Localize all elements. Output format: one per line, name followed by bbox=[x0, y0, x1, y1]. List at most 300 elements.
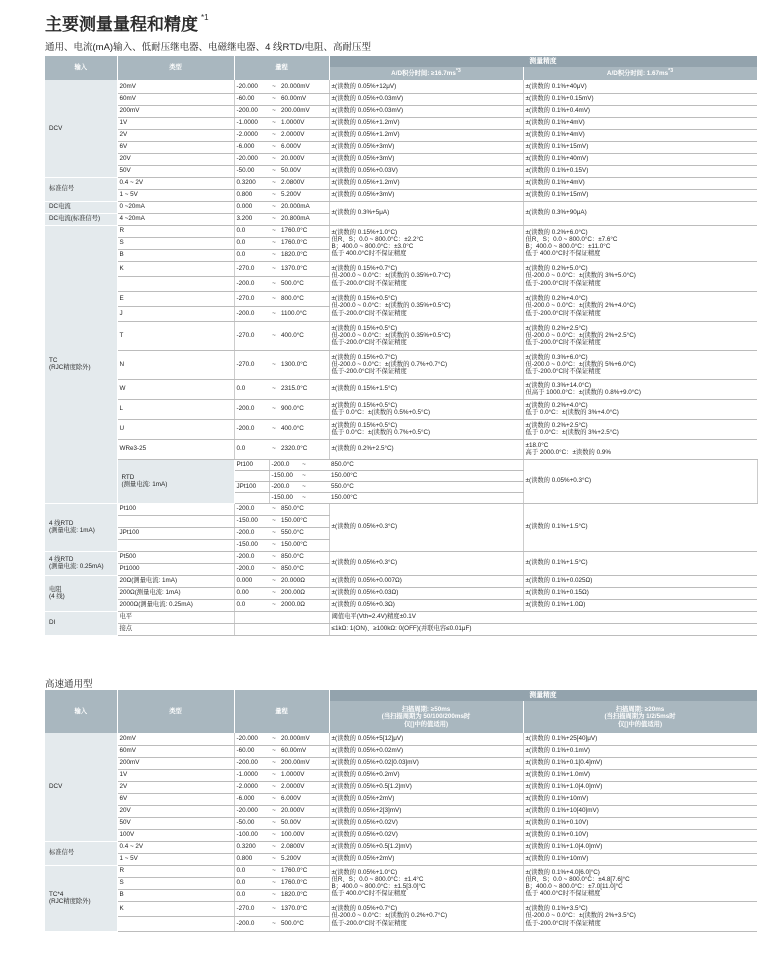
range-separator: ~ bbox=[269, 575, 279, 587]
range-max-cell: 5.200V bbox=[279, 853, 329, 865]
accuracy-a-cell: ±(读数的 0.05%+5[12]μV) bbox=[329, 733, 523, 745]
range-separator: ~ bbox=[269, 177, 279, 189]
range-max-cell: 1.0000V bbox=[279, 117, 329, 129]
range-min-cell: 3.200 bbox=[234, 213, 269, 225]
accuracy-b-cell: ±(读数的 0.1%+4mV) bbox=[523, 129, 757, 141]
type-cell: 1 ~ 5V bbox=[117, 853, 234, 865]
range-max-cell: 200.00Ω bbox=[279, 587, 329, 599]
header-type: 类型 bbox=[117, 56, 234, 80]
range-max-cell: 150.00°C bbox=[279, 539, 329, 551]
type-cell: 0.4 ~ 2V bbox=[117, 177, 234, 189]
table-row bbox=[45, 399, 757, 419]
table-row bbox=[45, 321, 757, 350]
accuracy-a-cell: ±(读数的 0.05%+0.02V) bbox=[329, 817, 523, 829]
accuracy-a-cell: ±(读数的 0.05%+0.2mV) bbox=[329, 769, 523, 781]
range-min-cell: -20.000 bbox=[234, 805, 269, 817]
type-cell: 100V bbox=[117, 829, 234, 841]
range-min-cell: -200.0 bbox=[234, 419, 269, 439]
accuracy-b-cell: ±(读数的 0.1%+0.025Ω) bbox=[523, 575, 757, 587]
range-separator: ~ bbox=[269, 129, 279, 141]
accuracy-b-cell: ±(读数的 0.1%+0.1[0.4]mV) bbox=[523, 757, 757, 769]
accuracy-a-cell: ±(读数的 0.05%+2[3]mV) bbox=[329, 805, 523, 817]
row-category-cell: 标准信号 bbox=[45, 177, 117, 201]
type-cell: Pt500 bbox=[117, 551, 234, 563]
accuracy-b-cell: ±(读数的 0.1%+4mV) bbox=[523, 177, 757, 189]
table-row bbox=[45, 781, 757, 793]
type-cell: 6V bbox=[117, 793, 234, 805]
accuracy-a-cell: ±(读数的 0.05%+0.03Ω) bbox=[329, 587, 523, 599]
range-min-cell: -270.0 bbox=[234, 901, 269, 916]
table-row bbox=[45, 503, 757, 515]
accuracy-b-cell: ±(读数的 0.1%+40μV) bbox=[523, 80, 757, 93]
type-cell: E bbox=[117, 291, 234, 306]
range-min-cell: -200.0 bbox=[269, 459, 279, 470]
accuracy-a-cell: ±(读数的 0.05%+0.5[1.2]mV) bbox=[329, 781, 523, 793]
range-max-cell: 1760.0°C bbox=[279, 225, 329, 237]
range-max-cell: 50.00V bbox=[279, 165, 329, 177]
range-min-cell: 0.000 bbox=[234, 201, 269, 213]
type-cell bbox=[117, 515, 234, 527]
range-separator: ~ bbox=[269, 515, 279, 527]
range-min-cell: -270.0 bbox=[234, 291, 269, 306]
range-separator: ~ bbox=[269, 321, 279, 350]
range-min-cell: -50.00 bbox=[234, 165, 269, 177]
range-max-cell: 20.000mA bbox=[279, 201, 329, 213]
table-row bbox=[45, 733, 757, 745]
table-row bbox=[45, 901, 757, 916]
range-separator: ~ bbox=[269, 865, 279, 877]
accuracy-b-cell: ±(读数的 0.1%+10mV) bbox=[523, 853, 757, 865]
header-accuracy-a: 扫描周期: ≥50ms (当扫描周期为 50/100/200ms时 仅[]中的值适用) bbox=[329, 701, 523, 733]
type-cell: 200mV bbox=[117, 757, 234, 769]
accuracy-b-cell: ±(读数的 0.1%+1.0Ω) bbox=[523, 599, 757, 611]
accuracy-a-cell: ±(读数的 0.05%+1.2mV) bbox=[329, 129, 523, 141]
type-cell: 50V bbox=[117, 817, 234, 829]
accuracy-a-cell: ±(读数的 0.05%+3mV) bbox=[329, 189, 523, 201]
type-cell: WRe3-25 bbox=[117, 439, 234, 459]
range-separator: ~ bbox=[269, 201, 279, 213]
range-max-cell: 900.0°C bbox=[279, 399, 329, 419]
accuracy-a-cell: ±(读数的 0.05%+1.0°C) 但R、S；0.0 ~ 800.0°C：±1.4°C B；400.0 ~ 800.0°C：±1.5[3.0]°C 低于 400.0°C时不保证精度 bbox=[329, 865, 523, 901]
table-row bbox=[45, 853, 757, 865]
type-cell: 1V bbox=[117, 769, 234, 781]
range-min-cell: -200.0 bbox=[234, 276, 269, 291]
range-separator: ~ bbox=[269, 213, 279, 225]
accuracy-a-cell: ±(读数的 0.2%+2.5°C) bbox=[329, 439, 523, 459]
type-cell bbox=[117, 276, 234, 291]
accuracy-a-cell: ±(读数的 0.05%+0.3°C) bbox=[523, 459, 757, 503]
range-max-cell: 2.0800V bbox=[279, 177, 329, 189]
accuracy-b-cell: ±(读数的 0.1%+0.15Ω) bbox=[523, 587, 757, 599]
section2-subtitle: 高速通用型 bbox=[45, 679, 93, 690]
table-row bbox=[45, 459, 757, 470]
range-min-cell: -150.00 bbox=[234, 515, 269, 527]
row-category-cell: DCV bbox=[45, 733, 117, 841]
range-min-cell: 0.0 bbox=[234, 889, 269, 901]
header-accuracy-b: 扫描周期: ≥20ms (当扫描周期为 1/2/5ms时 仅[]中的值适用) bbox=[523, 701, 757, 733]
header-input: 输入 bbox=[45, 56, 117, 80]
type-cell: 2V bbox=[117, 129, 234, 141]
accuracy-a-cell: ±(读数的 0.05%+0.03mV) bbox=[329, 93, 523, 105]
header-range: 量程 bbox=[234, 690, 329, 733]
type-cell: B bbox=[117, 889, 234, 901]
header-range: 量程 bbox=[234, 56, 329, 80]
type-cell: L bbox=[117, 399, 234, 419]
table-row bbox=[45, 439, 757, 459]
type-cell: J bbox=[117, 306, 234, 321]
range-min-cell: -270.0 bbox=[234, 350, 269, 379]
table-row bbox=[45, 793, 757, 805]
range-max-cell: 1820.0°C bbox=[279, 249, 329, 261]
range-max-cell: 5.200V bbox=[279, 189, 329, 201]
range-min-cell: 0.0 bbox=[234, 599, 269, 611]
accuracy-b-cell: ±(读数的 0.2%+5.0°C) 但-200.0 ~ 0.0°C：±(读数的 3%+5.0°C) 低于-200.0°C时不保证精度 bbox=[523, 261, 757, 291]
table-row bbox=[45, 745, 757, 757]
table-row bbox=[45, 623, 757, 635]
range-max-cell: 550.0°C bbox=[329, 481, 523, 492]
type-cell bbox=[117, 916, 234, 931]
range-max-cell: 850.0°C bbox=[329, 459, 523, 470]
table-row bbox=[45, 189, 757, 201]
range-separator: ~ bbox=[269, 733, 279, 745]
range-min-cell: -1.0000 bbox=[234, 769, 269, 781]
type-cell: 20mV bbox=[117, 80, 234, 93]
range-min-cell: 0.0 bbox=[234, 249, 269, 261]
accuracy-b-cell: ±(读数的 0.2%+2.5°C) 低于 0.0°C：±(读数的 3%+2.5°C) bbox=[523, 419, 757, 439]
range-min-cell: 0.000 bbox=[234, 575, 269, 587]
range-min-cell: -100.00 bbox=[234, 829, 269, 841]
type-cell: U bbox=[117, 419, 234, 439]
table-row bbox=[45, 841, 757, 853]
range-separator: ~ bbox=[269, 225, 279, 237]
type-cell: S bbox=[117, 877, 234, 889]
table-row bbox=[45, 261, 757, 276]
accuracy-a-cell: ±(读数的 0.05%+0.03mV) bbox=[329, 105, 523, 117]
accuracy-b-cell: ±(读数的 0.3%+90μA) bbox=[523, 201, 757, 225]
accuracy-b-cell: ±(读数的 0.1%+10mV) bbox=[523, 793, 757, 805]
accuracy-a-cell: ±(读数的 0.05%+3mV) bbox=[329, 153, 523, 165]
range-min-cell: -6.000 bbox=[234, 141, 269, 153]
range-separator: ~ bbox=[269, 189, 279, 201]
range-separator: ~ bbox=[269, 153, 279, 165]
header-input: 输入 bbox=[45, 690, 117, 733]
table-row bbox=[45, 599, 757, 611]
accuracy-a-cell: ±(读数的 0.05%+2mV) bbox=[329, 793, 523, 805]
range-min-cell: 0.800 bbox=[234, 853, 269, 865]
range-separator: ~ bbox=[269, 757, 279, 769]
range-min-cell: 0.0 bbox=[234, 379, 269, 399]
table-row bbox=[45, 117, 757, 129]
table-row bbox=[45, 129, 757, 141]
table-row bbox=[45, 611, 757, 623]
row-category-cell: 标准信号 bbox=[45, 841, 117, 865]
range-separator: ~ bbox=[269, 141, 279, 153]
type-cell: 2V bbox=[117, 781, 234, 793]
range-separator: ~ bbox=[269, 793, 279, 805]
range-max-cell: 100.00V bbox=[279, 829, 329, 841]
table-row bbox=[45, 419, 757, 439]
accuracy-b-cell: ±18.0°C 高于 2000.0°C：±读数的 0.9% bbox=[523, 439, 757, 459]
range-separator: ~ bbox=[269, 805, 279, 817]
type-cell: JPt100 bbox=[117, 527, 234, 539]
range-max-cell: 800.0°C bbox=[279, 291, 329, 306]
range-max-cell: 1100.0°C bbox=[279, 306, 329, 321]
range-separator: ~ bbox=[269, 901, 279, 916]
range-separator: ~ bbox=[279, 470, 329, 481]
range-min-cell: -1.0000 bbox=[234, 117, 269, 129]
range-separator: ~ bbox=[269, 350, 279, 379]
row-category-cell: 4 线RTD (测量电流: 0.25mA) bbox=[45, 551, 117, 575]
range-separator: ~ bbox=[269, 853, 279, 865]
range-min-cell: -2.0000 bbox=[234, 129, 269, 141]
range-separator: ~ bbox=[269, 261, 279, 276]
type-cell: 1V bbox=[117, 117, 234, 129]
range-separator: ~ bbox=[269, 93, 279, 105]
type-cell: B bbox=[117, 249, 234, 261]
row-category-cell: RTD (测量电流: 1mA) bbox=[117, 459, 234, 503]
range-min-cell bbox=[234, 623, 269, 635]
type-cell: 60mV bbox=[117, 93, 234, 105]
accuracy-a-cell: ±(读数的 0.05%+0.02V) bbox=[329, 829, 523, 841]
type-cell: 60mV bbox=[117, 745, 234, 757]
range-max-cell: 1760.0°C bbox=[279, 877, 329, 889]
range-min-cell: -150.00 bbox=[269, 492, 279, 503]
row-category-cell: DI bbox=[45, 611, 117, 635]
range-separator: ~ bbox=[269, 829, 279, 841]
range-min-cell: 0.800 bbox=[234, 189, 269, 201]
accuracy-a-cell: ±(读数的 0.15%+0.5°C) 低于 0.0°C：±(读数的 0.5%+0.5°C) bbox=[329, 399, 523, 419]
table-row bbox=[45, 225, 757, 237]
accuracy-a-cell: ±(读数的 0.05%+0.007Ω) bbox=[329, 575, 523, 587]
accuracy-b-cell: ±(读数的 0.2%+4.0°C) 但-200.0 ~ 0.0°C：±(读数的 2%+4.0°C) 低于-200.0°C时不保证精度 bbox=[523, 291, 757, 321]
type-cell: 200Ω(测量电流: 1mA) bbox=[117, 587, 234, 599]
accuracy-table-highspeed bbox=[45, 690, 758, 932]
row-category-cell: DC电流 bbox=[45, 201, 117, 213]
range-min-cell: -200.0 bbox=[234, 399, 269, 419]
range-max-cell: 850.0°C bbox=[279, 503, 329, 515]
table-row bbox=[45, 291, 757, 306]
range-max-cell bbox=[279, 623, 329, 635]
type-cell: N bbox=[117, 350, 234, 379]
table-row bbox=[45, 350, 757, 379]
range-max-cell: 2.0800V bbox=[279, 841, 329, 853]
range-separator: ~ bbox=[269, 551, 279, 563]
range-max-cell: 20.000V bbox=[279, 805, 329, 817]
table-row bbox=[45, 575, 757, 587]
range-max-cell: 200.00mV bbox=[279, 757, 329, 769]
range-max-cell: 20.000mV bbox=[279, 80, 329, 93]
range-min-cell bbox=[234, 611, 269, 623]
range-max-cell: 6.000V bbox=[279, 141, 329, 153]
type-cell: R bbox=[117, 225, 234, 237]
range-max-cell: 20.000V bbox=[279, 153, 329, 165]
row-category-cell: TC*4 (RJC精度除外) bbox=[45, 865, 117, 931]
type-cell: 50V bbox=[117, 165, 234, 177]
type-cell: 0.4 ~ 2V bbox=[117, 841, 234, 853]
accuracy-a-cell: ±(读数的 0.05%+0.03V) bbox=[329, 165, 523, 177]
range-min-cell: -200.00 bbox=[234, 105, 269, 117]
accuracy-b-cell: ±(读数的 0.1%+1.0mV) bbox=[523, 769, 757, 781]
table-row bbox=[45, 141, 757, 153]
range-min-cell: 0.0 bbox=[234, 439, 269, 459]
accuracy-b-cell: ±(读数的 0.2%+4.0°C) 低于 0.0°C：±(读数的 3%+4.0°C) bbox=[523, 399, 757, 419]
range-max-cell: 1370.0°C bbox=[279, 261, 329, 276]
accuracy-b-cell: ±(读数的 0.3%+6.0°C) 但-200.0 ~ 0.0°C：±(读数的 5%+6.0°C) 低于-200.0°C时不保证精度 bbox=[523, 350, 757, 379]
range-separator: ~ bbox=[269, 745, 279, 757]
range-max-cell: 2.0000V bbox=[279, 129, 329, 141]
accuracy-b-cell: ±(读数的 0.1%+1.0[4.0]mV) bbox=[523, 781, 757, 793]
range-max-cell: 850.0°C bbox=[279, 563, 329, 575]
table-row bbox=[45, 165, 757, 177]
accuracy-a-cell: ±(读数的 0.05%+1.2mV) bbox=[329, 117, 523, 129]
range-max-cell: 1760.0°C bbox=[279, 865, 329, 877]
row-category-cell: TC (RJC精度除外) bbox=[45, 225, 117, 503]
type-cell bbox=[234, 492, 269, 503]
range-separator: ~ bbox=[279, 459, 329, 470]
range-separator: ~ bbox=[269, 781, 279, 793]
table-row bbox=[45, 551, 757, 563]
range-separator: ~ bbox=[269, 503, 279, 515]
accuracy-b-cell: ±(读数的 0.1%+15mV) bbox=[523, 141, 757, 153]
accuracy-a-cell: ±(读数的 0.05%+0.02mV) bbox=[329, 745, 523, 757]
range-max-cell: 150.00°C bbox=[329, 470, 523, 481]
accuracy-a-cell: ±(读数的 0.05%+12μV) bbox=[329, 80, 523, 93]
range-separator bbox=[269, 611, 279, 623]
accuracy-a-cell: ±(读数的 0.05%+0.5[1.2]mV) bbox=[329, 841, 523, 853]
range-separator: ~ bbox=[269, 769, 279, 781]
section1-subtitle: 通用、电流(mA)输入、低耐压继电器、电磁继电器、4 线RTD/电阻、高耐压型 bbox=[45, 42, 371, 53]
range-max-cell: 20.800mA bbox=[279, 213, 329, 225]
accuracy-a-cell: ±(读数的 0.15%+0.5°C) 但-200.0 ~ 0.0°C：±(读数的 0.35%+0.5°C) 低于-200.0°C时不保证精度 bbox=[329, 321, 523, 350]
range-min-cell: -150.00 bbox=[269, 470, 279, 481]
accuracy-a-cell: ±(读数的 0.15%+0.7°C) 但-200.0 ~ 0.0°C：±(读数的 0.7%+0.7°C) 低于-200.0°C时不保证精度 bbox=[329, 350, 523, 379]
range-min-cell: 0.0 bbox=[234, 877, 269, 889]
accuracy-a-cell: ≤1kΩ: 1(ON)、≥100kΩ: 0(OFF)(并联电容≤0.01μF) bbox=[329, 623, 757, 635]
range-max-cell: 2320.0°C bbox=[279, 439, 329, 459]
range-min-cell: -200.0 bbox=[234, 916, 269, 931]
range-max-cell: 1370.0°C bbox=[279, 901, 329, 916]
range-max-cell: 500.0°C bbox=[279, 916, 329, 931]
range-max-cell: 150.00°C bbox=[329, 492, 523, 503]
accuracy-a-cell: ±(读数的 0.05%+0.7°C) 但-200.0 ~ 0.0°C：±(读数的 0.2%+0.7°C) 低于-200.0°C时不保证精度 bbox=[329, 901, 523, 931]
range-min-cell: -50.00 bbox=[234, 817, 269, 829]
range-max-cell: 1820.0°C bbox=[279, 889, 329, 901]
accuracy-a-cell: ±(读数的 0.05%+1.2mV) bbox=[329, 177, 523, 189]
accuracy-a-cell: ±(读数的 0.15%+0.5°C) 但-200.0 ~ 0.0°C：±(读数的 0.35%+0.5°C) 低于-200.0°C时不保证精度 bbox=[329, 291, 523, 321]
table-row bbox=[45, 769, 757, 781]
accuracy-b-cell: ±(读数的 0.1%+0.4mV) bbox=[523, 105, 757, 117]
header-accuracy-a-note: *3 bbox=[455, 68, 461, 75]
range-min-cell: -20.000 bbox=[234, 80, 269, 93]
accuracy-a-cell: ±(读数的 0.15%+0.7°C) 但-200.0 ~ 0.0°C：±(读数的 0.35%+0.7°C) 低于-200.0°C时不保证精度 bbox=[329, 261, 523, 291]
type-cell: T bbox=[117, 321, 234, 350]
type-cell: JPt100 bbox=[234, 481, 269, 492]
table-row bbox=[45, 93, 757, 105]
accuracy-a-cell: ±(读数的 0.3%+5μA) bbox=[329, 201, 523, 225]
accuracy-b-cell: ±(读数的 0.1%+4.0[6.0]°C) 但R、S；0.0 ~ 800.0°C：±4.8[7.6]°C B；400.0 ~ 800.0°C：±7.0[11.0]°C 低于 400.0°C时不保证精度 bbox=[523, 865, 757, 901]
range-separator: ~ bbox=[269, 165, 279, 177]
range-separator: ~ bbox=[269, 291, 279, 306]
type-cell bbox=[117, 539, 234, 551]
range-max-cell: 150.00°C bbox=[279, 515, 329, 527]
range-separator: ~ bbox=[269, 276, 279, 291]
range-min-cell: -60.00 bbox=[234, 93, 269, 105]
range-separator: ~ bbox=[269, 877, 279, 889]
accuracy-b-cell: ±(读数的 0.1%+10[40]mV) bbox=[523, 805, 757, 817]
accuracy-b-cell: ±(读数的 0.2%+6.0°C) 但R、S；0.0 ~ 800.0°C：±7.6°C B；400.0 ~ 800.0°C：±11.0°C 低于 400.0°C时不保证精度 bbox=[523, 225, 757, 261]
page-title: 主要测量量程和精度 $^{*1}$ bbox=[45, 13, 209, 34]
range-max-cell: 2000.0Ω bbox=[279, 599, 329, 611]
range-max-cell: 500.0°C bbox=[279, 276, 329, 291]
range-separator: ~ bbox=[269, 889, 279, 901]
range-separator: ~ bbox=[269, 539, 279, 551]
accuracy-b-cell: ±(读数的 0.1%+1.0[4.0]mV) bbox=[523, 841, 757, 853]
accuracy-b-cell: ±(读数的 0.1%+4mV) bbox=[523, 117, 757, 129]
accuracy-a-cell: ±(读数的 0.05%+0.3°C) bbox=[329, 551, 523, 575]
range-max-cell: 1760.0°C bbox=[279, 237, 329, 249]
header-accuracy-b-note: *3 bbox=[668, 68, 674, 75]
range-min-cell: -200.0 bbox=[234, 503, 269, 515]
range-separator: ~ bbox=[279, 492, 329, 503]
range-separator: ~ bbox=[269, 249, 279, 261]
table-row bbox=[45, 587, 757, 599]
accuracy-a-cell: ±(读数的 0.05%+0.3Ω) bbox=[329, 599, 523, 611]
accuracy-b-cell: ±(读数的 0.1%+0.10V) bbox=[523, 817, 757, 829]
range-max-cell: 60.00mV bbox=[279, 93, 329, 105]
table-body bbox=[45, 80, 757, 635]
row-category-cell: 4 线RTD (测量电流: 1mA) bbox=[45, 503, 117, 551]
type-cell: Pt1000 bbox=[117, 563, 234, 575]
accuracy-b-cell: ±(读数的 0.1%+0.10V) bbox=[523, 829, 757, 841]
type-cell bbox=[234, 470, 269, 481]
range-max-cell: 20.000mV bbox=[279, 733, 329, 745]
range-min-cell: -2.0000 bbox=[234, 781, 269, 793]
accuracy-a-cell: ±(读数的 0.05%+0.02[0.03]mV) bbox=[329, 757, 523, 769]
type-cell: 20V bbox=[117, 805, 234, 817]
accuracy-b-cell: ±(读数的 0.1%+0.1mV) bbox=[523, 745, 757, 757]
table-row bbox=[45, 757, 757, 769]
table-row bbox=[45, 177, 757, 189]
range-min-cell: 0.0 bbox=[234, 225, 269, 237]
header-accuracy-a: A/D积分时间: $\ge 16.7ms^{*3}$ bbox=[329, 67, 523, 80]
range-max-cell: 50.00V bbox=[279, 817, 329, 829]
range-min-cell: 0.0 bbox=[234, 865, 269, 877]
accuracy-b-cell: ±(读数的 0.1%+25[40]μV) bbox=[523, 733, 757, 745]
type-cell: 200mV bbox=[117, 105, 234, 117]
range-max-cell: 1.0000V bbox=[279, 769, 329, 781]
accuracy-a-cell: ±(读数的 0.05%+3mV) bbox=[329, 141, 523, 153]
accuracy-b-cell: ±(读数的 0.2%+2.5°C) 但-200.0 ~ 0.0°C：±(读数的 2%+2.5°C) 低于-200.0°C时不保证精度 bbox=[523, 321, 757, 350]
accuracy-a-cell: ±(读数的 0.15%+1.5°C) bbox=[329, 379, 523, 399]
range-separator bbox=[269, 623, 279, 635]
range-separator: ~ bbox=[269, 841, 279, 853]
accuracy-b-cell: ±(读数的 0.1%+40mV) bbox=[523, 153, 757, 165]
range-separator: ~ bbox=[269, 587, 279, 599]
table-body bbox=[45, 733, 757, 931]
row-category-cell: DC电流(标准信号) bbox=[45, 213, 117, 225]
accuracy-a-cell: 阈值电平(Vth=2.4V)精度±0.1V bbox=[329, 611, 757, 623]
range-max-cell: 60.00mV bbox=[279, 745, 329, 757]
range-max-cell: 2315.0°C bbox=[279, 379, 329, 399]
type-cell: W bbox=[117, 379, 234, 399]
header-accuracy: 测量精度 bbox=[329, 690, 757, 701]
table-row bbox=[45, 80, 757, 93]
range-separator: ~ bbox=[269, 527, 279, 539]
header-accuracy-b: A/D积分时间: $1.67ms^{*3}$ bbox=[523, 67, 757, 80]
range-min-cell: -270.0 bbox=[234, 261, 269, 276]
range-separator: ~ bbox=[269, 817, 279, 829]
range-min-cell: -200.0 bbox=[234, 551, 269, 563]
